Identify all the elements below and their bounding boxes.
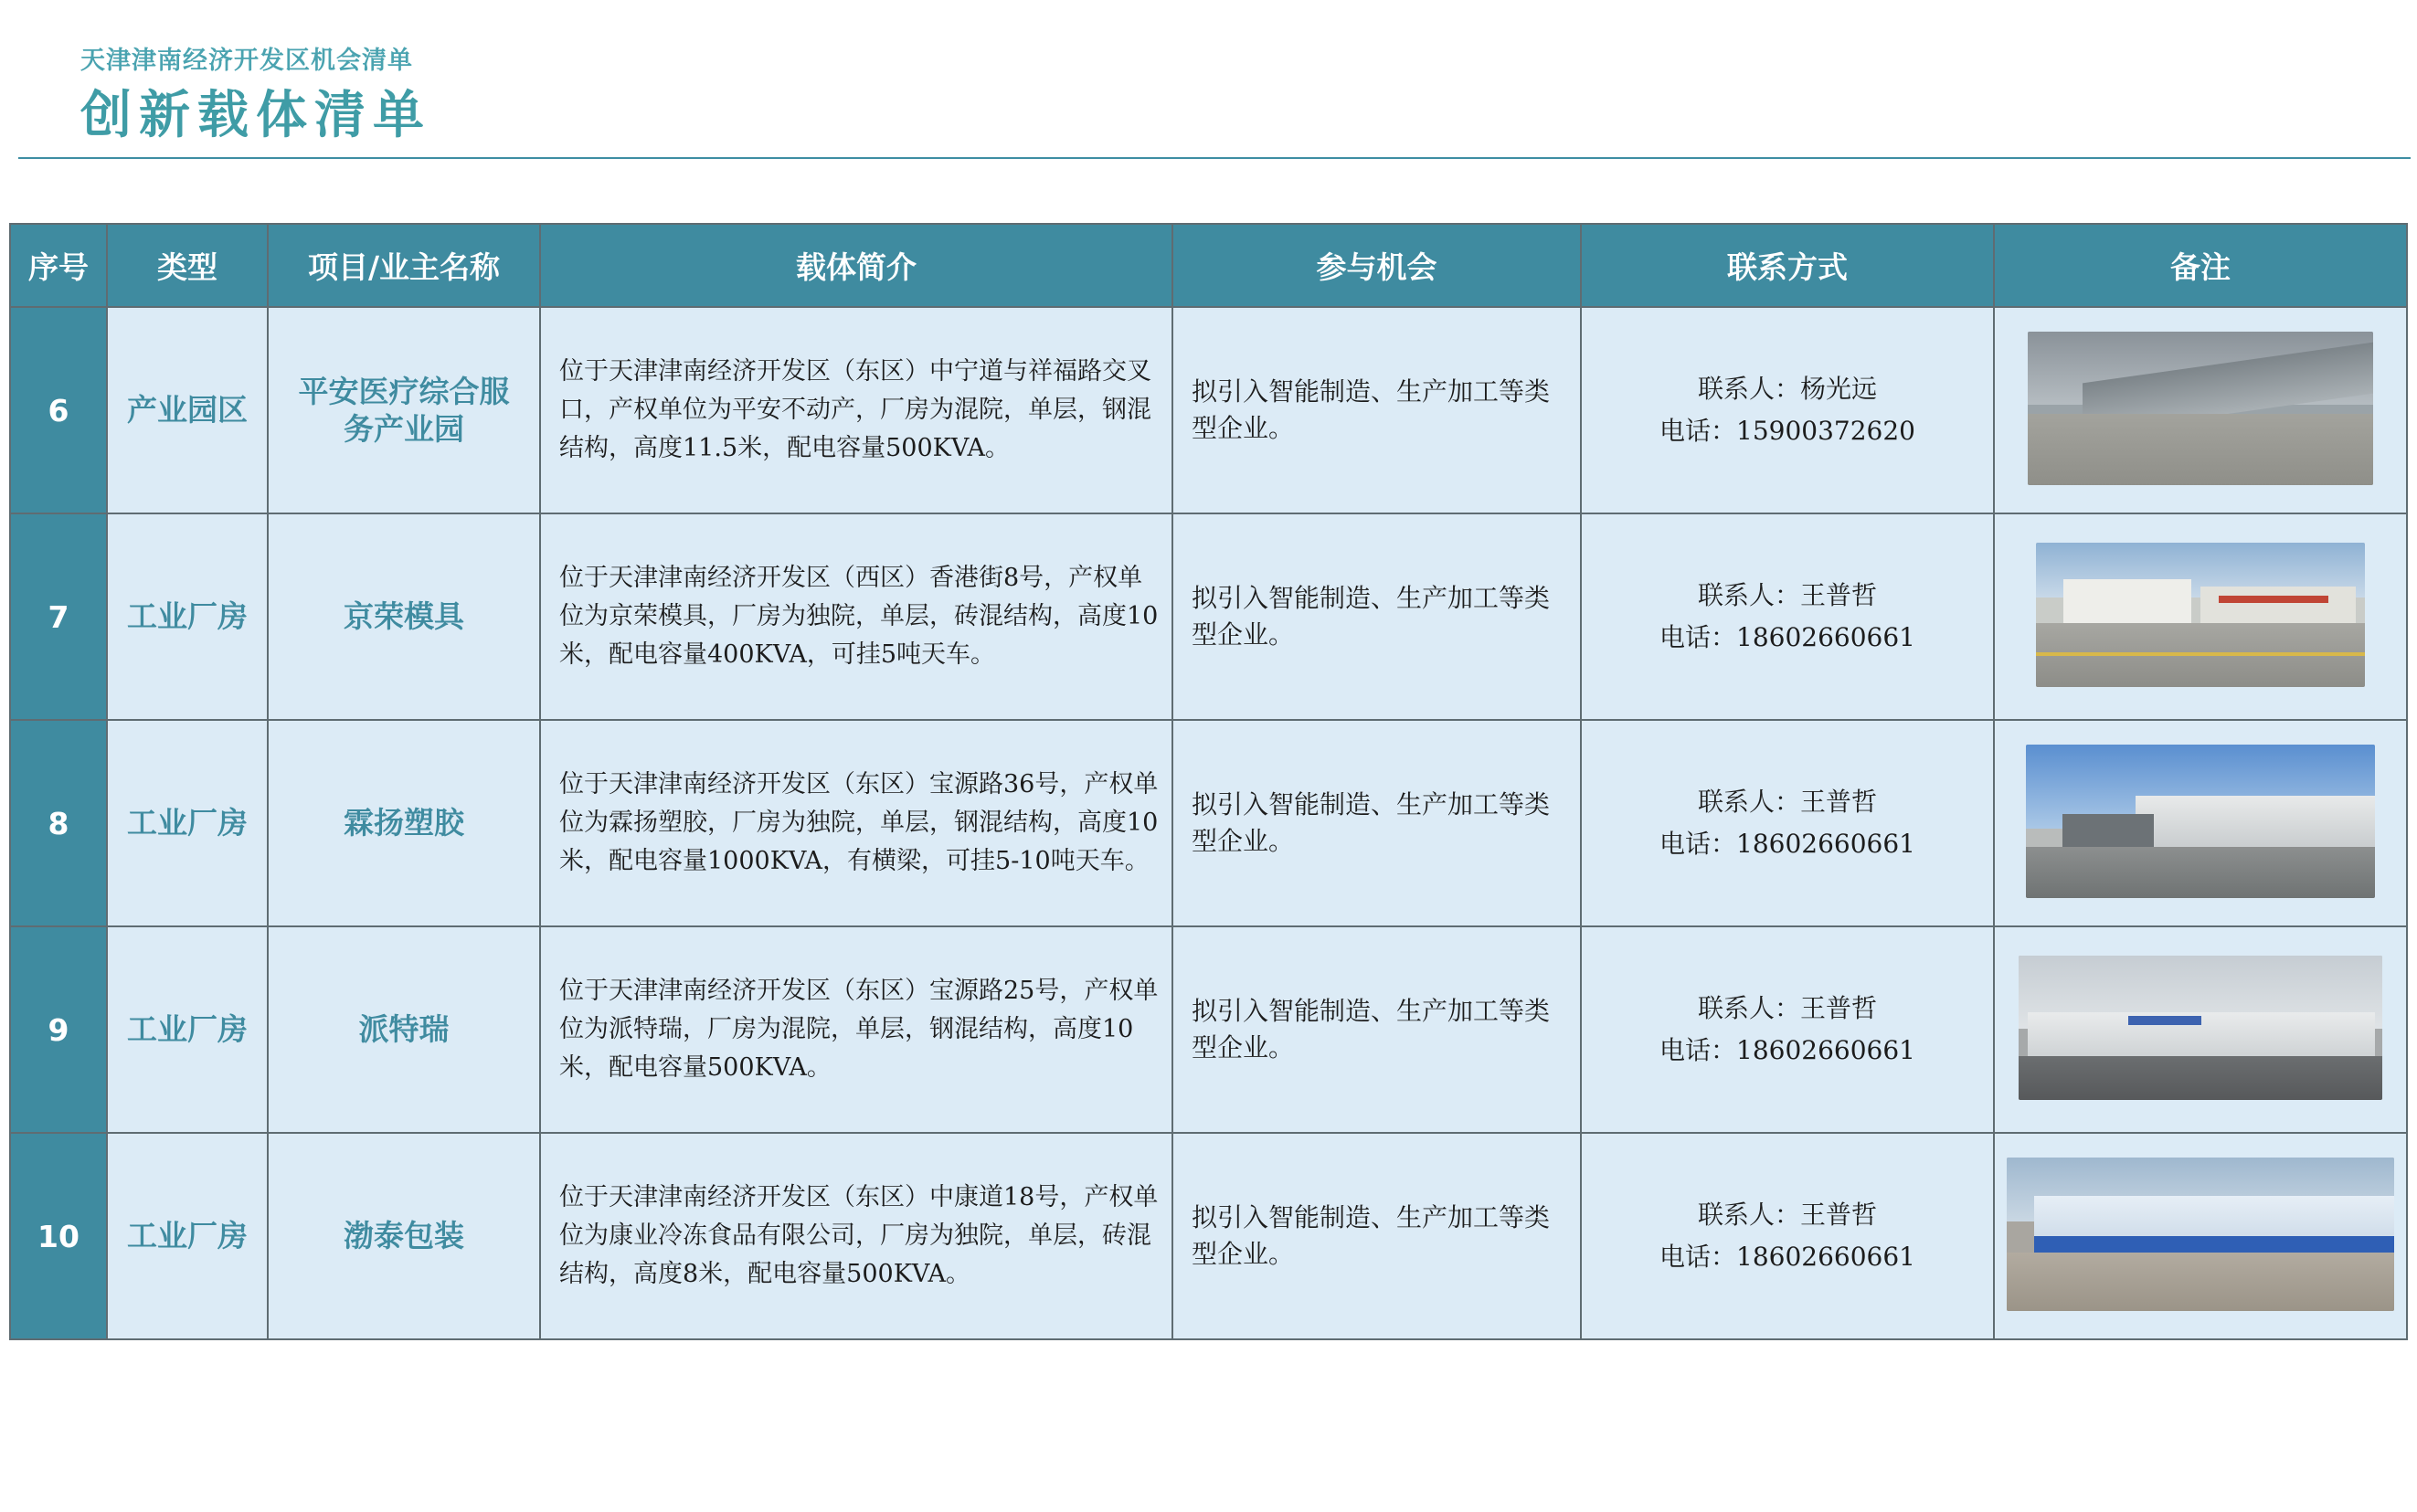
row-index: 6 <box>10 307 107 513</box>
col-header-type: 类型 <box>107 224 268 307</box>
contact-person: 联系人：王普哲 <box>1697 1200 1877 1230</box>
row-description: 位于天津津南经济开发区（东区）宝源路25号，产权单位为派特瑞，厂房为混院，单层，钢混结构，高度10米，配电容量500KVA。 <box>540 926 1172 1133</box>
col-header-note: 备注 <box>1994 224 2407 307</box>
row-contact <box>1581 720 1994 926</box>
carrier-table <box>9 223 2408 1340</box>
row-opportunity: 拟引入智能制造、生产加工等类型企业。 <box>1172 513 1581 720</box>
col-header-index: 序号 <box>10 224 107 307</box>
row-note <box>1994 720 2407 926</box>
table-header-row <box>10 224 2407 307</box>
document-subtitle: 天津津南经济开发区机会清单 <box>80 47 413 75</box>
row-note <box>1994 1133 2407 1339</box>
contact-phone: 电话：18602660661 <box>1659 1035 1915 1065</box>
contact-person: 联系人：杨光远 <box>1697 374 1877 404</box>
row-index: 10 <box>10 1133 107 1339</box>
table-row <box>10 720 2407 926</box>
col-header-opportunity: 参与机会 <box>1172 224 1581 307</box>
row-type: 工业厂房 <box>107 720 268 926</box>
header-divider <box>18 157 2411 159</box>
row-name: 派特瑞 <box>268 926 540 1133</box>
row-contact <box>1581 1133 1994 1339</box>
col-header-name: 项目/业主名称 <box>268 224 540 307</box>
row-contact <box>1581 307 1994 513</box>
contact-person: 联系人：王普哲 <box>1697 993 1877 1023</box>
row-note <box>1994 307 2407 513</box>
row-description: 位于天津津南经济开发区（西区）香港街8号，产权单位为京荣模具，厂房为独院，单层，砖混结构，高度10米，配电容量400KVA，可挂5吨天车。 <box>540 513 1172 720</box>
document-title: 创新载体清单 <box>80 86 431 145</box>
table-row <box>10 513 2407 720</box>
contact-phone: 电话：18602660661 <box>1659 622 1915 652</box>
factory-photo-icon <box>2019 956 2382 1100</box>
contact-person: 联系人：王普哲 <box>1697 580 1877 610</box>
contact-phone: 电话：18602660661 <box>1659 829 1915 859</box>
row-contact <box>1581 926 1994 1133</box>
row-note <box>1994 513 2407 720</box>
row-index: 8 <box>10 720 107 926</box>
row-type: 工业厂房 <box>107 926 268 1133</box>
row-opportunity: 拟引入智能制造、生产加工等类型企业。 <box>1172 926 1581 1133</box>
row-description: 位于天津津南经济开发区（东区）宝源路36号，产权单位为霖扬塑胶，厂房为独院，单层，钢混结构，高度10米，配电容量1000KVA，有横梁，可挂5-10吨天车。 <box>540 720 1172 926</box>
row-index: 7 <box>10 513 107 720</box>
contact-phone: 电话：18602660661 <box>1659 1242 1915 1272</box>
row-contact <box>1581 513 1994 720</box>
row-name: 京荣模具 <box>268 513 540 720</box>
table-row <box>10 926 2407 1133</box>
row-index: 9 <box>10 926 107 1133</box>
table-row <box>10 307 2407 513</box>
warehouse-photo-icon <box>2028 332 2373 485</box>
col-header-description: 载体简介 <box>540 224 1172 307</box>
row-description: 位于天津津南经济开发区（东区）中宁道与祥福路交叉口，产权单位为平安不动产，厂房为混院，单层，钢混结构，高度11.5米，配电容量500KVA。 <box>540 307 1172 513</box>
row-name: 平安医疗综合服务产业园 <box>268 307 540 513</box>
row-note <box>1994 926 2407 1133</box>
factory-photo-icon <box>2026 745 2375 898</box>
row-description: 位于天津津南经济开发区（东区）中康道18号，产权单位为康业冷冻食品有限公司，厂房为独院，单层，砖混结构，高度8米，配电容量500KVA。 <box>540 1133 1172 1339</box>
table-row <box>10 1133 2407 1339</box>
row-name: 霖扬塑胶 <box>268 720 540 926</box>
col-header-contact: 联系方式 <box>1581 224 1994 307</box>
row-type: 工业厂房 <box>107 1133 268 1339</box>
contact-person: 联系人：王普哲 <box>1697 787 1877 817</box>
row-opportunity: 拟引入智能制造、生产加工等类型企业。 <box>1172 1133 1581 1339</box>
row-opportunity: 拟引入智能制造、生产加工等类型企业。 <box>1172 307 1581 513</box>
row-type: 产业园区 <box>107 307 268 513</box>
row-opportunity: 拟引入智能制造、生产加工等类型企业。 <box>1172 720 1581 926</box>
factory-gate-photo-icon <box>2036 543 2365 687</box>
row-name: 渤泰包装 <box>268 1133 540 1339</box>
row-type: 工业厂房 <box>107 513 268 720</box>
contact-phone: 电话：15900372620 <box>1659 416 1915 446</box>
blue-factory-photo-icon <box>2007 1158 2394 1311</box>
